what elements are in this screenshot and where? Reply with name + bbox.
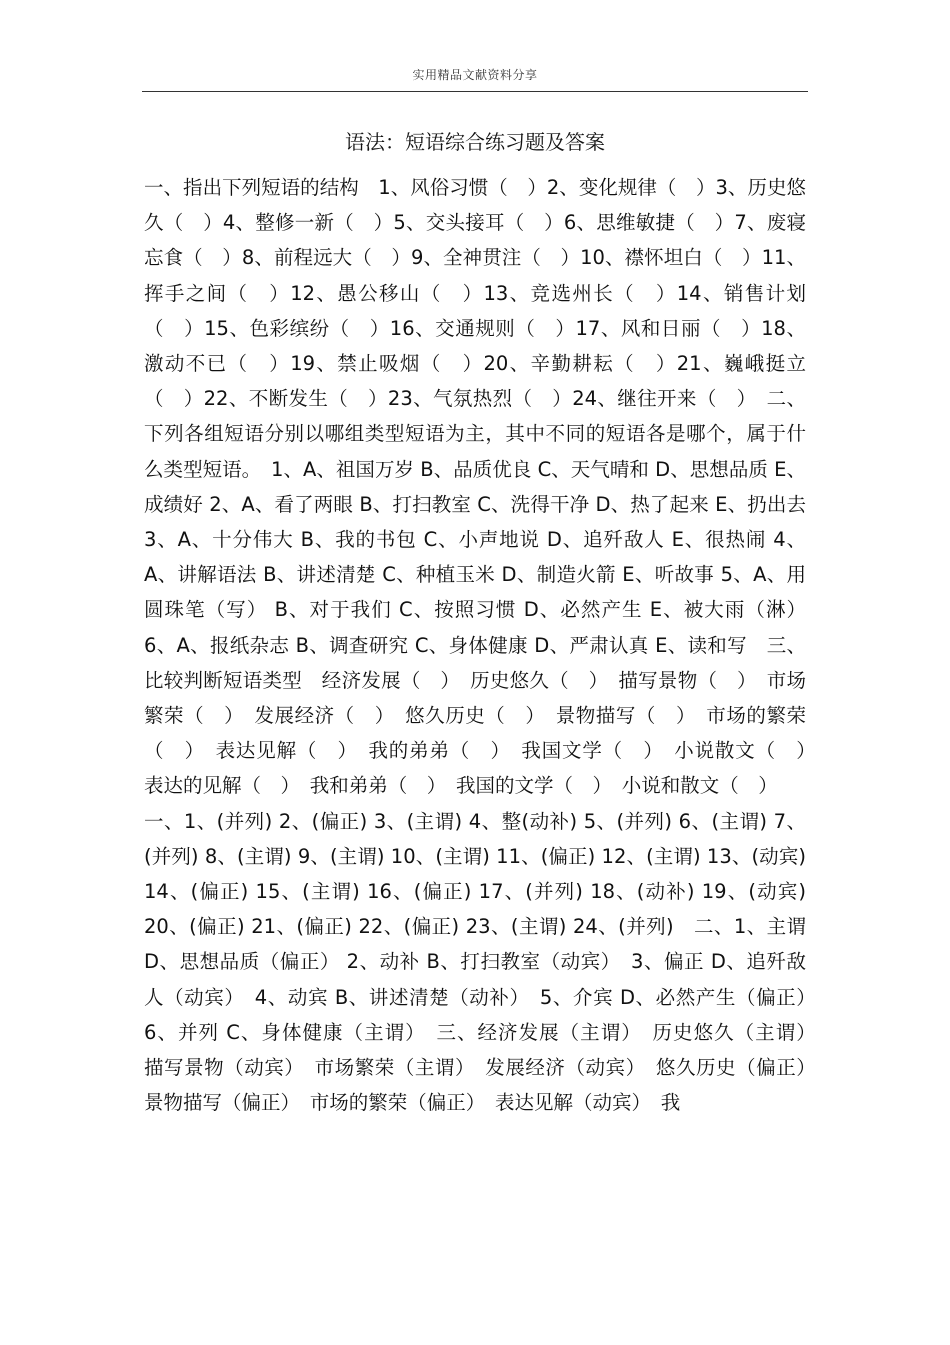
document-title: 语法：短语综合练习题及答案 — [345, 130, 605, 154]
exercise-questions: 一、指出下列短语的结构 1、风俗习惯（ ）2、变化规律（ ）3、历史悠久（ ）4、整修一新（ ）5、交头接耳（ ）6、思维敏捷（ ）7、废寝忘食（ ）8、前程远大（ ）9、全神贯注（ ）10、襟怀坦白（ ）11、挥手之间（ ）12、愚公移山（ ）13、竞选州长（ ）14、销售计划（ ）15、色彩缤纷（ ）16、交通规则（ ）17、风和日丽（ ）18、激动不已（ ）19、禁止吸烟（ ）20、辛勤耕耘（ ）21、巍峨挺立（ ）22、不断发生（ ）23、气氛热烈（ ）24、继往开来（ ） 二、下列各组短语分别以哪组类型短语为主，其中不同的短语各是哪个，属于什么类型短语。 1、A、祖国万岁 B、品质优良 C、天气晴和 D、思想品质 E、成绩好 2、A、看了两眼 B、打扫教室 C、洗得干净 D、热了起来 E、扔出去 3、A、十分伟大 B、我的书包 C、小声地说 D、追歼敌人 E、很热闹 4、A、讲解语法 B、讲述清楚 C、种植玉米 D、制造火箭 E、听故事 5、A、用圆珠笔（写） B、对于我们 C、按照习惯 D、必然产生 E、被大雨（淋） 6、A、报纸杂志 B、调查研究 C、身体健康 D、严肃认真 E、读和写 三、比较判断短语类型 经济发展（ ） 历史悠久（ ） 描写景物（ ） 市场繁荣（ ） 发展经济（ ） 悠久历史（ ） 景物描写（ ） 市场的繁荣（ ） 表达见解（ ） 我的弟弟（ ） 我国文学（ ） 小说散文（ ） 表达的见解（ ） 我和弟弟（ ） 我国的文学（ ） 小说和散文（ ） — [144, 176, 826, 798]
document-body — [144, 170, 826, 1120]
page-header: 实用精品文献资料分享 — [412, 68, 538, 82]
exercise-answers: 一、1、(并列) 2、(偏正) 3、(主谓) 4、整(动补) 5、(并列) 6、(主谓) 7、(并列) 8、(主谓) 9、(主谓) 10、(主谓) 11、(偏正) 12、(主谓) 13、(动宾) 14、(偏正) 15、(主谓) 16、(偏正) 17、(并列) 18、(动补) 19、(动宾) 20、(偏正) 21、(偏正) 22、(偏正) 23、(主谓) 24、(并列) 二、1、主谓 D、思想品质（偏正） 2、动补 B、打扫教室（动宾） 3、偏正 D、追歼敌人（动宾） 4、动宾 B、讲述清楚（动补） 5、介宾 D、必然产生（偏正） 6、并列 C、身体健康（主谓） 三、经济发展（主谓） 历史悠久（主谓） 描写景物（动宾） 市场繁荣（主谓） 发展经济（动宾） 悠久历史（偏正） 景物描写（偏正） 市场的繁荣（偏正） 表达见解（动宾） 我 — [144, 809, 826, 1115]
header-divider — [142, 91, 808, 92]
